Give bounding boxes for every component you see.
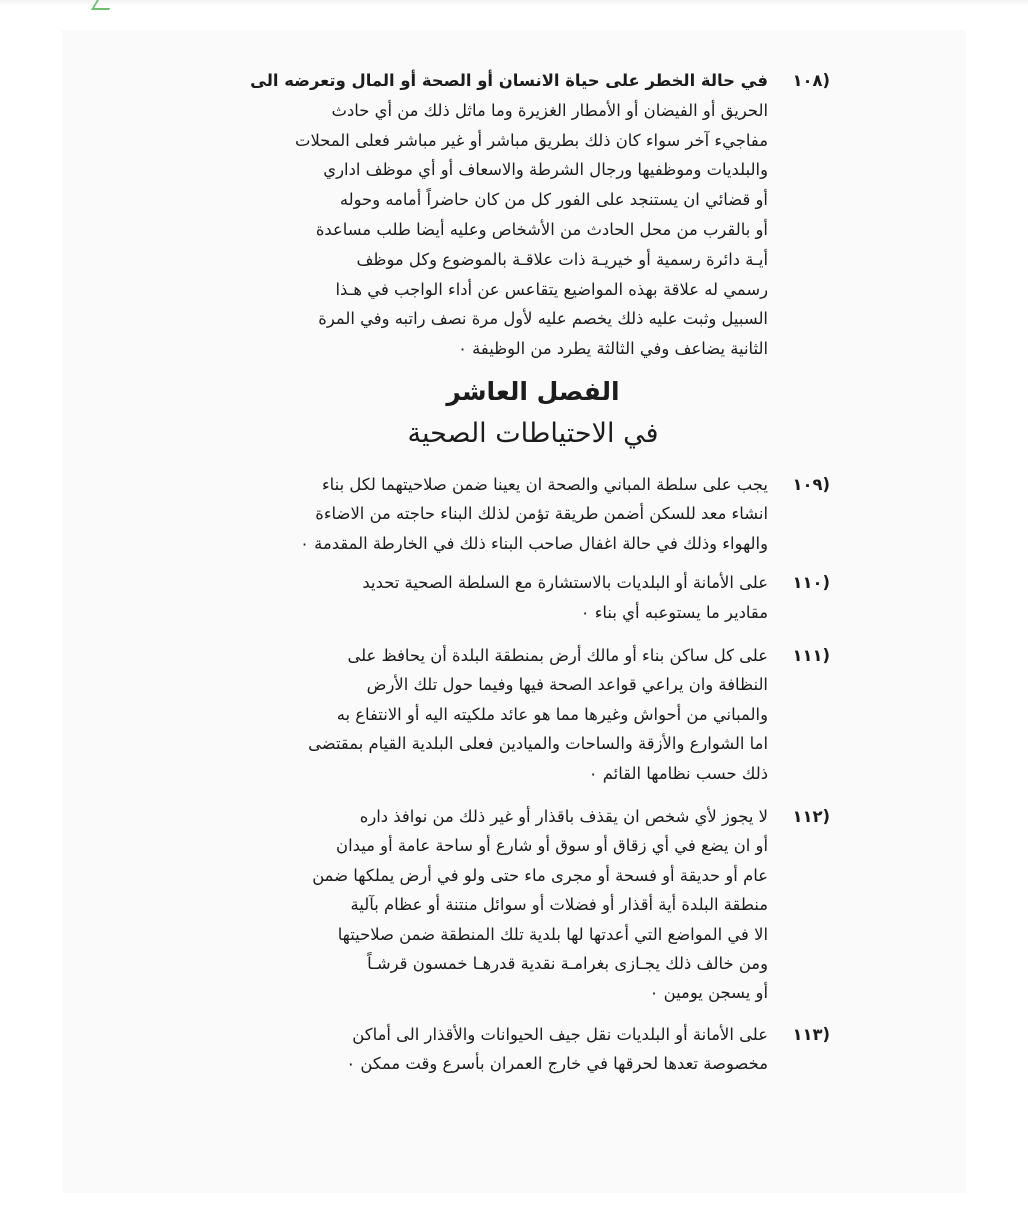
text-line: النظافة وان يراعي قواعد الصحة فيها وفيما حول تلك الأرض [366,675,768,695]
text-line: أو يسجن يومين ٠ [649,983,768,1003]
text-line: اما الشوارع والأزقة والساحات والميادين فعلى البلدية القيام بمقتضى [308,734,768,754]
text-line: ومن خالف ذلك يجـازى بغرامـة نقدية قدرهـا خمسون قرشـاً [367,954,768,974]
article-110 [236,568,830,627]
text-line: أو قضائي ان يستنجد على الفور كل من كان حاضراً أمامه وحوله [339,190,768,210]
text-line: أيـة دائرة رسمية أو خيريـة ذات علاقـة بالموضوع وكل موظف [356,249,768,269]
text-line: على الأمانة أو البلديات بالاستشارة مع السلطة الصحية تحديد [362,573,768,593]
document-content [236,62,830,1079]
article-number: (١١٠ [792,573,830,593]
text-line: أو ان يضع في أي زقاق أو سوق أو شارع أو ساحة عامة أو ميدان [336,836,768,856]
text-line: ذلك حسب نظامها القائم ٠ [588,763,768,783]
text-line: والهواء وذلك في حالة اغفال صاحب البناء ذلك في الخارطة المقدمة ٠ [300,533,768,553]
scan-edge [0,0,1028,6]
article-112 [236,802,830,1008]
text-line: على الأمانة أو البلديات نقل جيف الحيوانات والأقذار الى أماكن [352,1024,768,1044]
text-line: انشاء معد للسكن أضمن طريقة تؤمن لذلك البناء حاجته من الاضاءة [315,504,768,524]
text-line: يجب على سلطة المباني والصحة ان يعينا ضمن صلاحيتهما لكل بناء [321,474,768,494]
article-number: (١١٣ [792,1024,830,1044]
text-line: مخصوصة تعدها لحرقها في خارج العمران بأسرع وقت ممكن ٠ [346,1054,768,1074]
article-113 [236,1020,830,1079]
chapter-title: الفصل العاشر [446,376,620,406]
article-number: (١١١ [792,646,830,665]
article-number: (١٠٩ [792,474,830,494]
text-line: السبيل وثبت عليه ذلك يخصم عليه لأول مرة نصف راتبه وفي المرة [318,309,768,329]
text-line: الحريق أو الفيضان أو الأمطار الغزيرة وما ماثل ذلك من أي حادث [331,100,768,120]
text-line: الا في المواضع التي أعدتها لها بلدية تلك المنطقة ضمن صلاحيتها [337,924,768,944]
text-line: رسمي له علاقة بهذه المواضيع يتقاعس عن أداء الواجب في هـذا [335,279,768,299]
text-line: على كل ساكن بناء أو مالك أرض بمنطقة البلدة أن يحافظ على [347,646,768,665]
text-line: والمباني من أحواش وغيرها مما هو عائد ملكيته اليه أو الانتفاع به [336,704,768,724]
article-number: (١٠٨ [792,71,830,90]
chapter-subtitle: في الاحتياطات الصحية [407,417,659,449]
corner-mark [91,0,115,10]
text-line: مقادير ما يستوعبه أي بناء ٠ [580,602,768,622]
text-line: والبلديات وموظفيها ورجال الشرطة والاسعاف أو أي موظف اداري [323,160,768,180]
article-109 [236,470,830,558]
text-line: منطقة البلدة أية أقذار أو فضلات أو سوائل منتنة أو عظام بآلية [350,895,768,915]
text-line: في حالة الخطر على حياة الانسان أو الصحة أو المال وتعرضه الى [250,71,768,90]
article-111 [236,641,830,788]
article-108 [236,66,830,364]
text-line: أو بالقرب من محل الحادث من الأشخاص وعليه أيضا طلب مساعدة [315,219,768,239]
article-number: (١١٢ [792,807,830,827]
text-line: عام أو حديقة أو فسحة أو مجرى ماء حتى ولو في أرض يملكها ضمن [312,865,768,885]
text-line: مفاجيء آخر سواء كان ذلك بطريق مباشر أو غير مباشر فعلى المحلات [295,130,768,150]
text-line: لا يجوز لأي شخص ان يقذف باقذار أو غير ذلك من نوافذ داره [359,807,768,827]
text-line: الثانية يضاعف وفي الثالثة يطرد من الوظيفة ٠ [458,339,768,359]
